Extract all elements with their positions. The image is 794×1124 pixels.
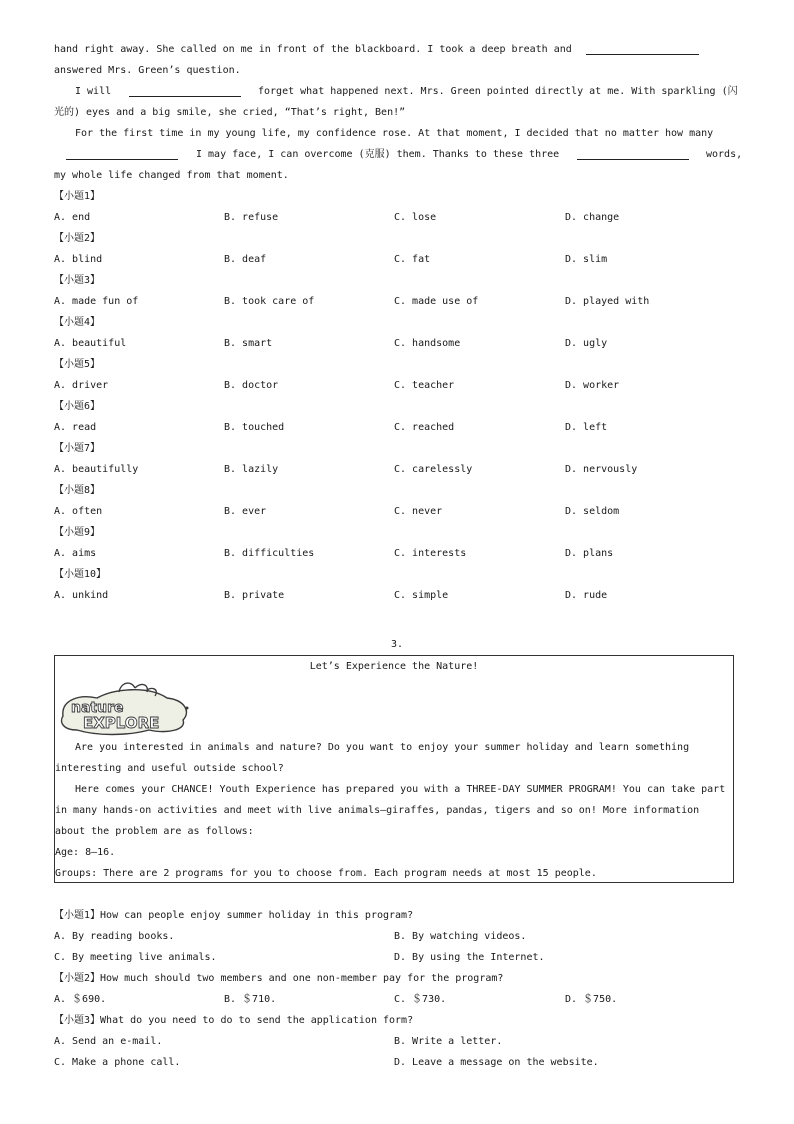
option-d[interactable]: D. ＄750. — [565, 994, 618, 1005]
option-a[interactable]: A. beautifully — [54, 464, 139, 475]
option-c[interactable]: C. handsome — [394, 338, 461, 349]
reading-question-2 — [54, 972, 503, 986]
question-label: 【小题2】 — [54, 233, 101, 244]
option-a[interactable]: A. driver — [54, 380, 109, 391]
advertisement-box — [54, 655, 734, 883]
box-paragraph-1b: interesting and useful outside school? — [55, 763, 284, 774]
question-label: 【小题1】 — [54, 910, 101, 921]
question-stem: How much should two members and one non-member pay for the program? — [100, 973, 504, 984]
question-label: 【小题7】 — [54, 443, 101, 454]
option-b[interactable]: B. doctor — [224, 380, 279, 391]
answer-blank — [577, 149, 689, 160]
option-d[interactable]: D. rude — [565, 590, 608, 601]
logo-text-explore: EXPLORE — [83, 714, 160, 732]
option-d[interactable]: D. slim — [565, 254, 608, 265]
option-b[interactable]: B. refuse — [224, 212, 279, 223]
passage-line-1: hand right away. She called on me in front of the blackboard. I took a deep breath and — [54, 44, 572, 55]
option-b[interactable]: B. ＄710. — [224, 994, 277, 1005]
question-label: 【小题10】 — [54, 569, 107, 580]
option-a[interactable]: A. end — [54, 212, 91, 223]
option-b[interactable]: B. lazily — [224, 464, 279, 475]
option-c[interactable]: C. simple — [394, 590, 449, 601]
box-paragraph-2a: Here comes your CHANCE! Youth Experience has prepared you with a THREE-DAY SUMMER PROGRAM! You can take part — [75, 784, 726, 795]
option-d[interactable]: D. ugly — [565, 338, 608, 349]
option-a[interactable]: A. ＄690. — [54, 994, 107, 1005]
passage-line-3b: forget what happened next. Mrs. Green pointed directly at me. With sparkling (闪 — [258, 86, 738, 97]
option-d[interactable]: D. By using the Internet. — [394, 952, 545, 963]
passage-line-6a: I may face, I can overcome (克服) them. Thanks to these three — [196, 149, 560, 160]
section-number: 3. — [390, 639, 404, 650]
option-c[interactable]: C. interests — [394, 548, 467, 559]
option-a[interactable]: A. Send an e-mail. — [54, 1036, 163, 1047]
question-label: 【小题5】 — [54, 359, 101, 370]
option-b[interactable]: B. ever — [224, 506, 267, 517]
question-label: 【小题3】 — [54, 275, 101, 286]
question-label: 【小题2】 — [54, 973, 101, 984]
option-c[interactable]: C. made use of — [394, 296, 479, 307]
option-d[interactable]: D. plans — [565, 548, 614, 559]
option-d[interactable]: D. worker — [565, 380, 620, 391]
passage-line-2: answered Mrs. Green’s question. — [54, 65, 241, 76]
box-paragraph-1a: Are you interested in animals and nature? Do you want to enjoy your summer holiday and learn something — [75, 742, 690, 753]
question-label: 【小题9】 — [54, 527, 101, 538]
option-a[interactable]: A. beautiful — [54, 338, 127, 349]
option-c[interactable]: C. lose — [394, 212, 437, 223]
option-b[interactable]: B. Write a letter. — [394, 1036, 503, 1047]
option-c[interactable]: C. carelessly — [394, 464, 473, 475]
option-b[interactable]: B. difficulties — [224, 548, 315, 559]
box-title: Let’s Experience the Nature! — [309, 661, 479, 672]
question-label: 【小题8】 — [54, 485, 101, 496]
box-paragraph-2b: in many hands-on activities and meet with live animals—giraffes, pandas, tigers and so on! More information — [55, 805, 700, 816]
answer-blank — [129, 86, 241, 97]
passage-line-5: For the first time in my young life, my confidence rose. At that moment, I decided that no matter how many — [75, 128, 714, 139]
answer-blank — [586, 44, 699, 55]
option-c[interactable]: C. fat — [394, 254, 431, 265]
option-c[interactable]: C. never — [394, 506, 443, 517]
option-b[interactable]: B. deaf — [224, 254, 267, 265]
box-paragraph-2c: about the problem are as follows: — [55, 826, 254, 837]
option-c[interactable]: C. teacher — [394, 380, 455, 391]
passage-line-4: 光的) eyes and a big smile, she cried, “That’s right, Ben!” — [54, 107, 406, 118]
answer-blank — [66, 149, 178, 160]
reading-question-1 — [54, 909, 413, 923]
question-stem: How can people enjoy summer holiday in this program? — [100, 910, 414, 921]
question-label: 【小题1】 — [54, 191, 101, 202]
option-a[interactable]: A. made fun of — [54, 296, 139, 307]
option-a[interactable]: A. blind — [54, 254, 103, 265]
box-groups: Groups: There are 2 programs for you to choose from. Each program needs at most 15 people. — [55, 868, 597, 879]
option-d[interactable]: D. nervously — [565, 464, 638, 475]
question-label: 【小题3】 — [54, 1015, 101, 1026]
option-d[interactable]: D. left — [565, 422, 608, 433]
box-age: Age: 8—16. — [55, 847, 116, 858]
question-label: 【小题4】 — [54, 317, 101, 328]
option-b[interactable]: B. took care of — [224, 296, 315, 307]
option-a[interactable]: A. By reading books. — [54, 931, 175, 942]
option-d[interactable]: D. Leave a message on the website. — [394, 1057, 599, 1068]
option-b[interactable]: B. By watching videos. — [394, 931, 527, 942]
question-label: 【小题6】 — [54, 401, 101, 412]
option-b[interactable]: B. smart — [224, 338, 273, 349]
option-d[interactable]: D. played with — [565, 296, 650, 307]
option-c[interactable]: C. By meeting live animals. — [54, 952, 217, 963]
option-d[interactable]: D. seldom — [565, 506, 620, 517]
nature-explore-logo — [57, 678, 197, 738]
option-c[interactable]: C. Make a phone call. — [54, 1057, 181, 1068]
passage-line-7: my whole life changed from that moment. — [54, 170, 289, 181]
option-a[interactable]: A. often — [54, 506, 103, 517]
reading-question-3 — [54, 1014, 413, 1028]
option-c[interactable]: C. reached — [394, 422, 455, 433]
logo-text-nature: nature — [71, 700, 124, 716]
question-stem: What do you need to do to send the application form? — [100, 1015, 414, 1026]
option-c[interactable]: C. ＄730. — [394, 994, 447, 1005]
option-a[interactable]: A. read — [54, 422, 97, 433]
option-d[interactable]: D. change — [565, 212, 620, 223]
option-a[interactable]: A. aims — [54, 548, 97, 559]
option-a[interactable]: A. unkind — [54, 590, 109, 601]
passage-line-6b: words, — [706, 149, 743, 160]
passage-line-3a: I will — [75, 86, 112, 97]
option-b[interactable]: B. touched — [224, 422, 285, 433]
option-b[interactable]: B. private — [224, 590, 285, 601]
